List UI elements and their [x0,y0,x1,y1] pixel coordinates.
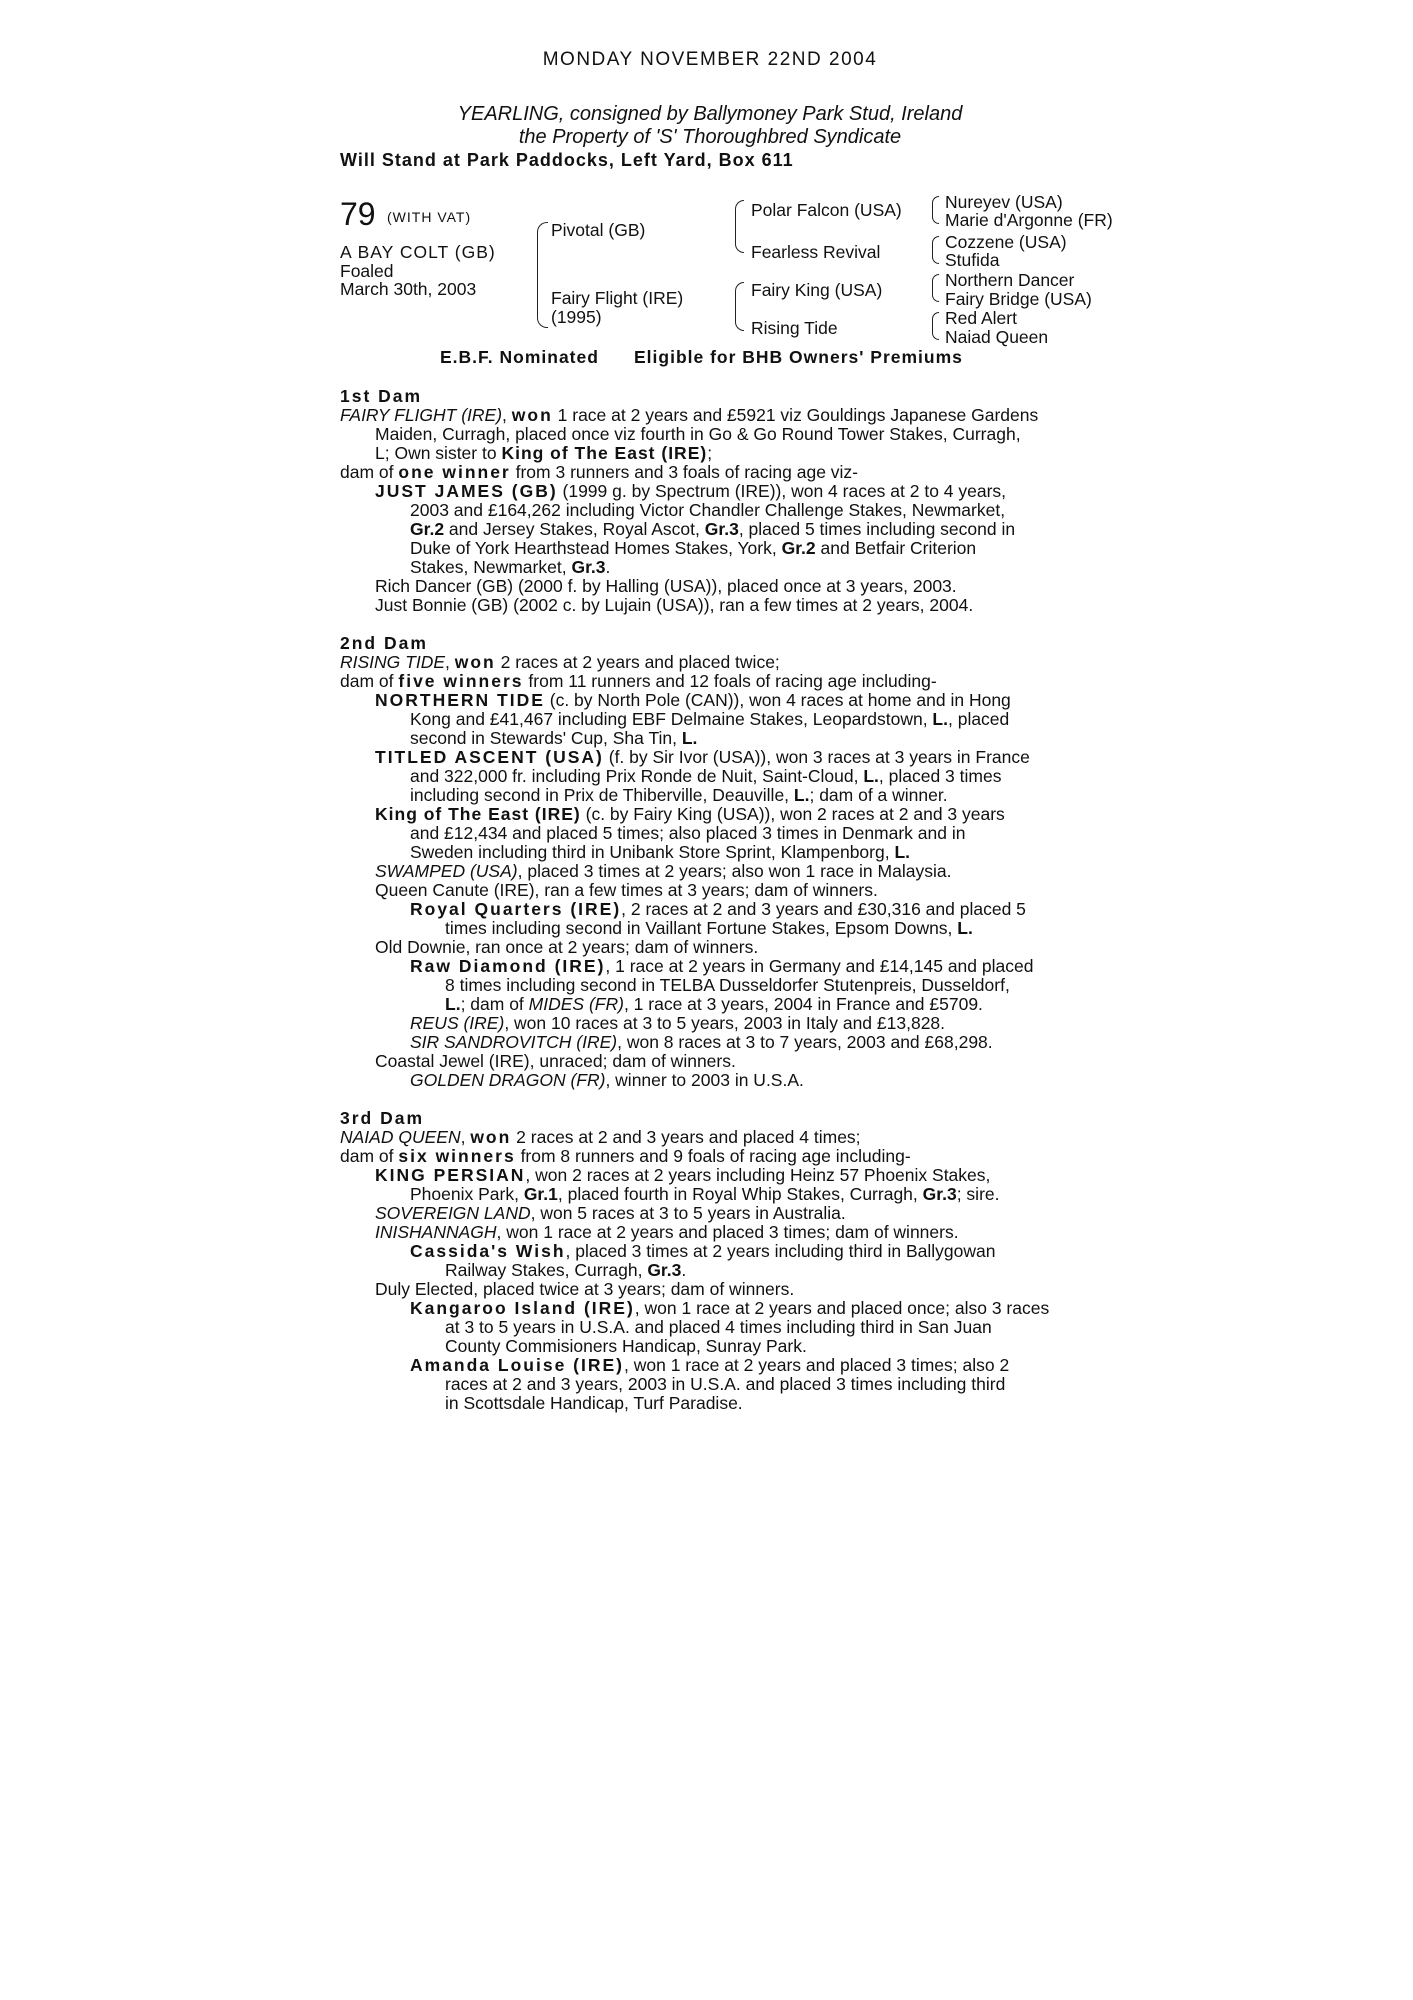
pedigree-brace-dam [735,282,744,331]
third-dam-name: NAIAD QUEEN [340,1127,461,1147]
pedigree-brace-ss [932,196,939,224]
pedigree-ssd: Marie d'Argonne (FR) [945,210,1113,230]
ebf-nominated: E.B.F. Nominated [440,347,599,367]
produce-entry: 2003 and £164,262 including Victor Chandler Challenge Stakes, Newmarket, [410,500,1006,520]
pedigree-dsd: Fairy Bridge (USA) [945,289,1092,309]
produce-entry: races at 2 and 3 years, 2003 in U.S.A. and placed 3 times including third [445,1374,1006,1394]
produce-entry: SWAMPED (USA), placed 3 times at 2 years; also won 1 race in Malaysia. [375,861,952,881]
property-line: the Property of 'S' Thoroughbred Syndicate [518,126,902,148]
second-dam-produce-summary: dam of five winners from 11 runners and 12 foals of racing age including- [340,671,937,691]
first-dam-line: Maiden, Curragh, placed once viz fourth in Go & Go Round Tower Stakes, Curragh, [375,424,1021,444]
third-dam-heading: 3rd Dam [340,1108,425,1128]
produce-entry: Kangaroo Island (IRE), won 1 race at 2 years and placed once; also 3 races [410,1298,1050,1318]
produce-entry: L.; dam of MIDES (FR), 1 race at 3 years, 2004 in France and £5709. [445,994,983,1014]
pedigree-brace-main [537,222,548,328]
produce-entry: Royal Quarters (IRE), 2 races at 2 and 3 years and £30,316 and placed 5 [410,899,1026,919]
pedigree-sire: Pivotal (GB) [551,220,646,240]
produce-entry: Raw Diamond (IRE), 1 race at 2 years in Germany and £14,145 and placed [410,956,1034,976]
produce-entry: Duke of York Hearthstead Homes Stakes, York, Gr.2 and Betfair Criterion [410,538,977,558]
sale-date: MONDAY NOVEMBER 22ND 2004 [542,49,878,70]
produce-entry: times including second in Vaillant Fortune Stakes, Epsom Downs, L. [445,918,973,938]
pedigree-sdd: Stufida [945,250,1000,270]
produce-entry: Rich Dancer (GB) (2000 f. by Halling (USA)), placed once at 3 years, 2003. [375,576,957,596]
pedigree-dam: Fairy Flight (IRE) [551,288,684,308]
produce-entry: Just Bonnie (GB) (2002 c. by Lujain (USA)), ran a few times at 2 years, 2004. [375,595,974,615]
pedigree-dds: Red Alert [945,308,1017,328]
foaled-label: Foaled [340,261,394,281]
produce-entry: KING PERSIAN, won 2 races at 2 years including Heinz 57 Phoenix Stakes, [375,1165,991,1185]
bhb-premiums: Eligible for BHB Owners' Premiums [634,347,963,367]
second-dam-name: RISING TIDE [340,652,446,672]
first-dam-heading: 1st Dam [340,386,423,406]
pedigree-sire-sire: Polar Falcon (USA) [751,200,902,220]
produce-entry: County Commisioners Handicap, Sunray Park. [445,1336,807,1356]
pedigree-dss: Northern Dancer [945,270,1075,290]
produce-entry: Queen Canute (IRE), ran a few times at 3 years; dam of winners. [375,880,878,900]
first-dam-produce-summary: dam of one winner from 3 runners and 3 foals of racing age viz- [340,462,859,482]
produce-entry: Railway Stakes, Curragh, Gr.3. [445,1260,687,1280]
first-dam-line: L; Own sister to King of The East (IRE); [375,443,713,463]
produce-entry: in Scottsdale Handicap, Turf Paradise. [445,1393,743,1413]
produce-entry: SIR SANDROVITCH (IRE), won 8 races at 3 to 7 years, 2003 and £68,298. [410,1032,993,1052]
produce-entry: REUS (IRE), won 10 races at 3 to 5 years, 2003 in Italy and £13,828. [410,1013,946,1033]
produce-entry: Sweden including third in Unibank Store Sprint, Klampenborg, L. [410,842,911,862]
produce-entry: at 3 to 5 years in U.S.A. and placed 4 times including third in San Juan [445,1317,992,1337]
pedigree-ddd: Naiad Queen [945,327,1049,347]
produce-entry: GOLDEN DRAGON (FR), winner to 2003 in U.S.A. [410,1070,804,1090]
pedigree-brace-dd [932,312,939,340]
produce-entry: JUST JAMES (GB) (1999 g. by Spectrum (IRE)), won 4 races at 2 to 4 years, [375,481,1007,501]
produce-entry: Kong and £41,467 including EBF Delmaine Stakes, Leopardstown, L., placed [410,709,1010,729]
produce-entry: INISHANNAGH, won 1 race at 2 years and placed 3 times; dam of winners. [375,1222,959,1242]
first-dam-line: FAIRY FLIGHT (IRE), won 1 race at 2 years and £5921 viz Gouldings Japanese Gardens [340,405,1039,425]
foaled-date: March 30th, 2003 [340,279,477,299]
produce-entry: Coastal Jewel (IRE), unraced; dam of winners. [375,1051,736,1071]
produce-entry: King of The East (IRE) (c. by Fairy King (USA)), won 2 races at 2 and 3 years [375,804,1005,824]
lot-number: 79 [340,196,376,232]
pedigree-brace-ds [932,274,939,302]
produce-entry: Stakes, Newmarket, Gr.3. [410,557,611,577]
pedigree-sire-dam: Fearless Revival [751,242,881,262]
produce-entry: Gr.2 and Jersey Stakes, Royal Ascot, Gr.3, placed 5 times including second in [410,519,1016,539]
produce-entry: Old Downie, ran once at 2 years; dam of winners. [375,937,759,957]
produce-entry: including second in Prix de Thiberville, Deauville, L.; dam of a winner. [410,785,948,805]
produce-entry: SOVEREIGN LAND, won 5 races at 3 to 5 years in Australia. [375,1203,846,1223]
pedigree-brace-sd [932,236,939,264]
second-dam-line: RISING TIDE, won 2 races at 2 years and placed twice; [340,652,780,672]
produce-entry: Duly Elected, placed twice at 3 years; dam of winners. [375,1279,795,1299]
produce-entry: Cassida's Wish, placed 3 times at 2 years including third in Ballygowan [410,1241,996,1261]
produce-entry: Phoenix Park, Gr.1, placed fourth in Royal Whip Stakes, Curragh, Gr.3; sire. [410,1184,1000,1204]
produce-entry: and £12,434 and placed 5 times; also placed 3 times in Denmark and in [410,823,966,843]
produce-entry: second in Stewards' Cup, Sha Tin, L. [410,728,698,748]
produce-entry: and 322,000 fr. including Prix Ronde de Nuit, Saint-Cloud, L., placed 3 times [410,766,1002,786]
stand-location: Will Stand at Park Paddocks, Left Yard, Box 611 [340,150,794,170]
pedigree-dam-dam: Rising Tide [751,318,838,338]
produce-entry: NORTHERN TIDE (c. by North Pole (CAN)), won 4 races at home and in Hong [375,690,1011,710]
pedigree-dam-sire: Fairy King (USA) [751,280,883,300]
lot-title: A BAY COLT (GB) [340,242,496,262]
pedigree-sss: Nureyev (USA) [945,192,1063,212]
consignment-line: YEARLING, consigned by Ballymoney Park Stud, Ireland [457,103,963,125]
pedigree-brace-sire [735,200,744,253]
first-dam-name: FAIRY FLIGHT (IRE) [340,405,503,425]
third-dam-line: NAIAD QUEEN, won 2 races at 2 and 3 years and placed 4 times; [340,1127,861,1147]
pedigree-dam-year: (1995) [551,307,602,327]
second-dam-heading: 2nd Dam [340,633,428,653]
produce-entry: Amanda Louise (IRE), won 1 race at 2 years and placed 3 times; also 2 [410,1355,1010,1375]
vat-note: (WITH VAT) [387,209,472,225]
produce-entry: TITLED ASCENT (USA) (f. by Sir Ivor (USA)), won 3 races at 3 years in France [375,747,1030,767]
produce-entry: 8 times including second in TELBA Dusseldorfer Stutenpreis, Dusseldorf, [445,975,1010,995]
third-dam-produce-summary: dam of six winners from 8 runners and 9 foals of racing age including- [340,1146,911,1166]
pedigree-sds: Cozzene (USA) [945,232,1067,252]
